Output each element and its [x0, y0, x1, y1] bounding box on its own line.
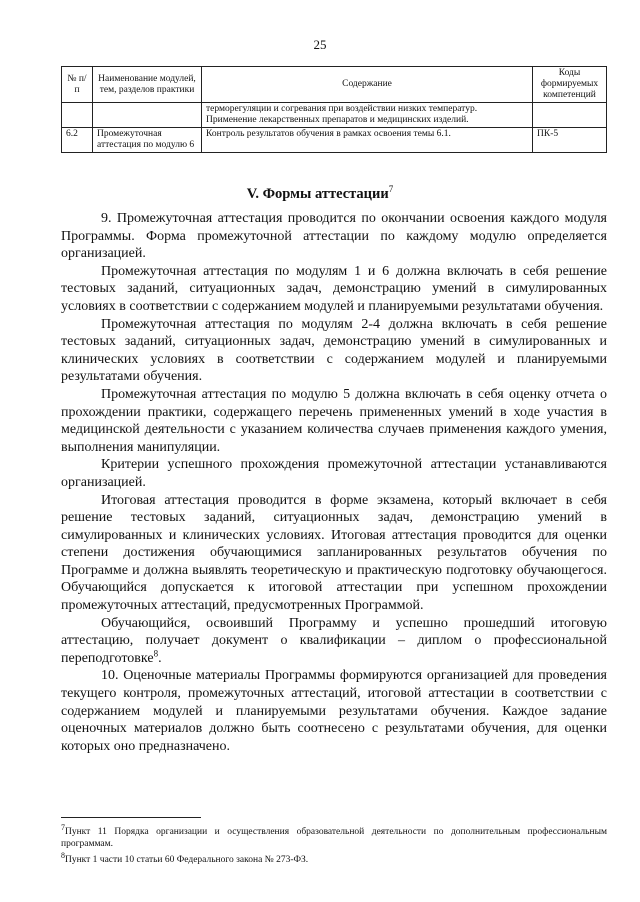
footnote-8 — [61, 850, 607, 867]
cell-num: 6.2 — [62, 128, 93, 153]
table-row — [62, 128, 607, 153]
body-text — [61, 210, 607, 755]
paragraph-modules-2-4: Промежуточная аттестация по модулям 2-4 должна включать в себя решение тестовых заданий, ситуационных задач, демонстрацию умений в симулированных и клинических условиях в соответствии с содержанием модулей и планируемыми результатами обучения. — [61, 316, 607, 385]
footnote-separator — [61, 817, 201, 818]
paragraph-final-attestation: Итоговая аттестация проводится в форме экзамена, который включает в себя решение тестовых заданий, ситуационных задач, демонстрацию умений в симулированных и клинических условиях. Итоговая аттестация проводится для оценки степени достижения обучающимися запланированных результатов обучения по Программе и должна выявлять теоретическую и практическую подготовку обучающегося. Обучающийся допускается к итоговой аттестации при успешном прохождении промежуточных аттестаций, предусмотренных Программой. — [61, 492, 607, 614]
footnote-8-text: Пункт 1 части 10 статьи 60 Федерального закона № 273-ФЗ. — [64, 855, 309, 866]
paragraph-module-5: Промежуточная аттестация по модулю 5 должна включать в себя оценку отчета о прохождении практики, содержащего перечень примененных умений в ходе участия в медицинской деятельности с указанием количества случаев применения каждого умения, выполнения манипуляции. — [61, 386, 607, 455]
diploma-text: Обучающийся, освоивший Программу и успешно прошедший итоговую аттестацию, получает документ о квалификации – диплом о профессиональной переподготовке — [61, 615, 607, 666]
cell-num-empty — [62, 103, 93, 128]
footnotes — [61, 822, 607, 867]
footnote-7-mark: 7 — [61, 823, 65, 832]
cell-code: ПК-5 — [533, 128, 607, 153]
header-num: № п/п — [62, 67, 93, 103]
header-content: Содержание — [202, 67, 533, 103]
diploma-text-end: . — [158, 650, 162, 666]
paragraph-10: 10. Оценочные материалы Программы формируются организацией для проведения текущего контроля, промежуточных аттестаций, итоговой аттестации в соответствии с содержанием модулей и планируемыми результатами обучения. Каждое задание оценочных материалов должно быть соотнесено с результатами обучения, для оценки которых оно предназначено. — [61, 668, 607, 754]
content-line-2: Применение лекарственных препаратов и медицинских изделий. — [206, 115, 469, 125]
paragraph-9: 9. Промежуточная аттестация проводится по окончании освоения каждого модуля Программы. Форма промежуточной аттестации по каждому модулю определяется организацией. — [61, 211, 607, 262]
footnote-ref-8: 8 — [153, 648, 159, 659]
footnote-7 — [61, 822, 607, 850]
footnote-ref-7: 7 — [388, 184, 394, 194]
section-title: V. Формы аттестации — [246, 185, 389, 202]
footnote-8-mark: 8 — [61, 851, 65, 861]
cell-content-continued — [202, 103, 533, 128]
header-codes: Коды формируемых компетенций — [533, 67, 607, 103]
paragraph-modules-1-6: Промежуточная аттестация по модулям 1 и 6 должна включать в себя решение тестовых заданий, ситуационных задач, демонстрацию умений в симулированных условиях в соответствии с содержанием модулей и планируемыми результатами обучения. — [61, 263, 607, 314]
paragraph-diploma — [61, 615, 607, 668]
cell-code-empty — [533, 103, 607, 128]
table-header-row — [62, 67, 607, 103]
cell-name: Промежуточная аттестация по модулю 6 — [93, 128, 202, 153]
module-table — [61, 66, 607, 153]
section-heading — [0, 184, 640, 203]
page-number: 25 — [313, 37, 327, 52]
table-row-continued — [62, 103, 607, 128]
header-name: Наименование модулей, тем, разделов практики — [93, 67, 202, 103]
footnote-7-text: Пункт 11 Порядка организации и осуществления образовательной деятельности по дополнительным профессиональным программам. — [61, 827, 607, 849]
content-line-1: терморегуляции и согревания при воздействии низких температур. — [206, 104, 478, 114]
cell-content: Контроль результатов обучения в рамках освоения темы 6.1. — [202, 128, 533, 153]
paragraph-criteria: Критерии успешного прохождения промежуточной аттестации устанавливаются организацией. — [61, 457, 607, 490]
cell-name-empty — [93, 103, 202, 128]
